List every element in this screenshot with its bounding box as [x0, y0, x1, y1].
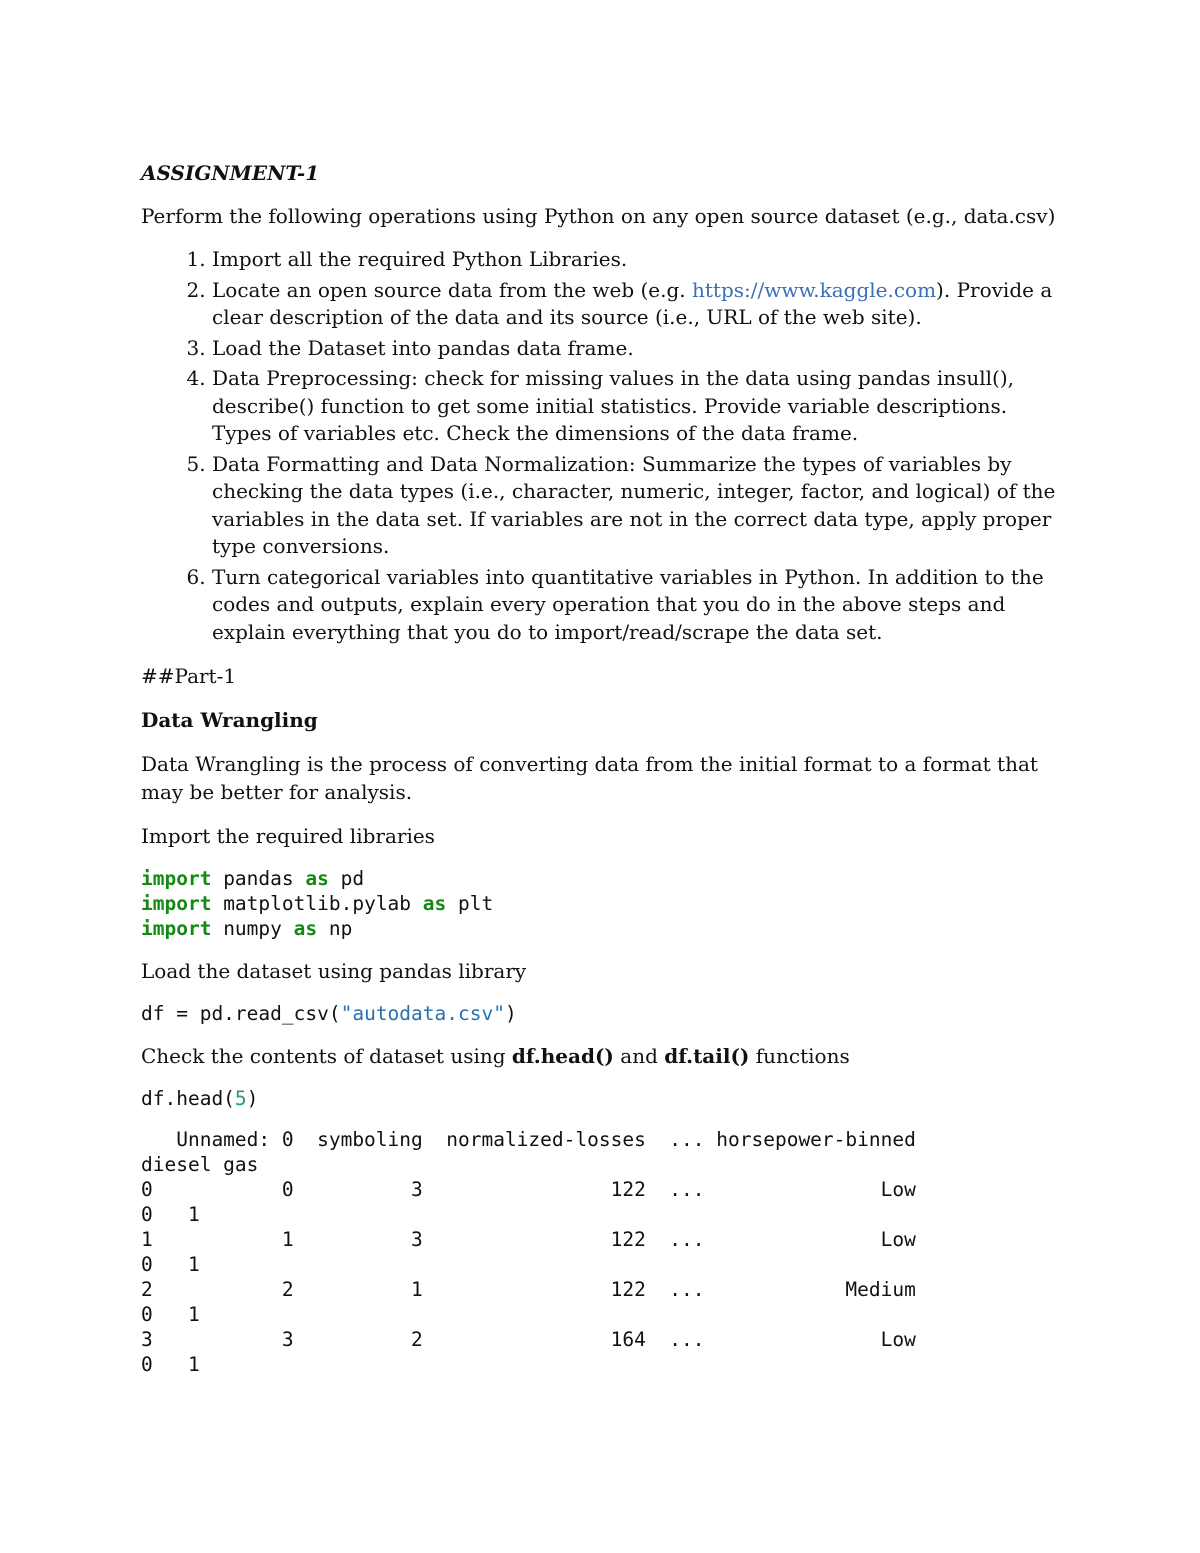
step-2-pre: Locate an open source data from the web (e.g. [212, 277, 693, 302]
csv-filename-string: "autodata.csv" [340, 1002, 505, 1025]
alias-plt: plt [446, 892, 494, 915]
output-line: 3 3 2 164 ... Low [141, 1328, 916, 1351]
load-code-pre: df = pd.read_csv( [141, 1002, 341, 1025]
as-keyword: as [422, 892, 447, 915]
step-1: 1. Import all the required Python Libraries. [212, 246, 1061, 274]
output-line: 2 2 1 122 ... Medium [141, 1278, 916, 1301]
kaggle-link[interactable]: https://www.kaggle.com [692, 277, 937, 302]
step-4: 4. Data Preprocessing: check for missing values in the data using pandas insull(), describe() function to get some initial statistics. Provide variable descriptions. Types of variables etc. Check the dimensions of the data frame. [212, 365, 1061, 448]
as-keyword: as [305, 867, 329, 890]
step-2 [212, 277, 1061, 332]
output-line: Unnamed: 0 symboling normalized-losses ... horsepower-binned [141, 1128, 916, 1151]
import-keyword: import [141, 892, 212, 915]
as-keyword: as [293, 917, 318, 940]
import-keyword: import [141, 867, 212, 890]
head-code-number: 5 [234, 1087, 247, 1110]
import-module-numpy: numpy [211, 917, 294, 940]
check-label-post: functions [749, 1044, 850, 1068]
alias-pd: pd [328, 867, 365, 890]
tail-function-name: df.tail() [664, 1044, 750, 1068]
section-heading: Data Wrangling [141, 708, 318, 732]
section-description: Data Wrangling is the process of converting data from the initial format to a format that may be better for analysis. [141, 752, 1038, 804]
check-label-mid: and [613, 1044, 665, 1068]
part-label: ##Part-1 [141, 664, 237, 688]
import-module-matplotlib: matplotlib.pylab [211, 892, 423, 915]
load-code-post: ) [504, 1002, 517, 1025]
output-line: 1 1 3 122 ... Low [141, 1228, 916, 1251]
load-code-block [141, 1001, 1061, 1026]
load-label: Load the dataset using pandas library [141, 959, 527, 983]
step-5: 5. Data Formatting and Data Normalization: Summarize the types of variables by checking the data types (i.e., character, numeric, integer, factor, and logical) of the variables in the data set. If variables are not in the correct data type, apply proper type conversions. [212, 451, 1061, 561]
alias-np: np [317, 917, 353, 940]
check-label [141, 1042, 1061, 1070]
output-line: 0 1 [141, 1253, 200, 1276]
step-2-post: ). Provide a clear description of the data and its source (i.e., URL of the web site). [212, 277, 1053, 329]
assignment-title: ASSIGNMENT-1 [141, 161, 320, 185]
head-output-block [141, 1127, 1061, 1377]
head-code-pre: df.head( [141, 1087, 235, 1110]
output-line: 0 1 [141, 1203, 200, 1226]
output-line: 0 1 [141, 1353, 200, 1376]
import-code-block [141, 866, 1061, 941]
output-line: 0 0 3 122 ... Low [141, 1178, 916, 1201]
check-label-pre: Check the contents of dataset using [141, 1044, 512, 1068]
head-function-name: df.head() [511, 1044, 614, 1068]
import-module-pandas: pandas [211, 867, 306, 890]
head-code-block [141, 1086, 1061, 1111]
step-3: 3. Load the Dataset into pandas data frame. [212, 335, 1061, 363]
intro-text: Perform the following operations using Python on any open source dataset (e.g., data.csv) [141, 204, 1056, 228]
head-code-post: ) [246, 1087, 259, 1110]
document-content [141, 158, 1061, 1393]
output-line: diesel gas [141, 1153, 259, 1176]
step-6: 6. Turn categorical variables into quantitative variables in Python. In addition to the codes and outputs, explain every operation that you do in the above steps and explain everything that you do to import/read/scrape the data set. [212, 564, 1061, 647]
output-line: 0 1 [141, 1303, 200, 1326]
steps-list [141, 246, 1061, 646]
import-keyword: import [141, 917, 212, 940]
import-label: Import the required libraries [141, 824, 435, 848]
